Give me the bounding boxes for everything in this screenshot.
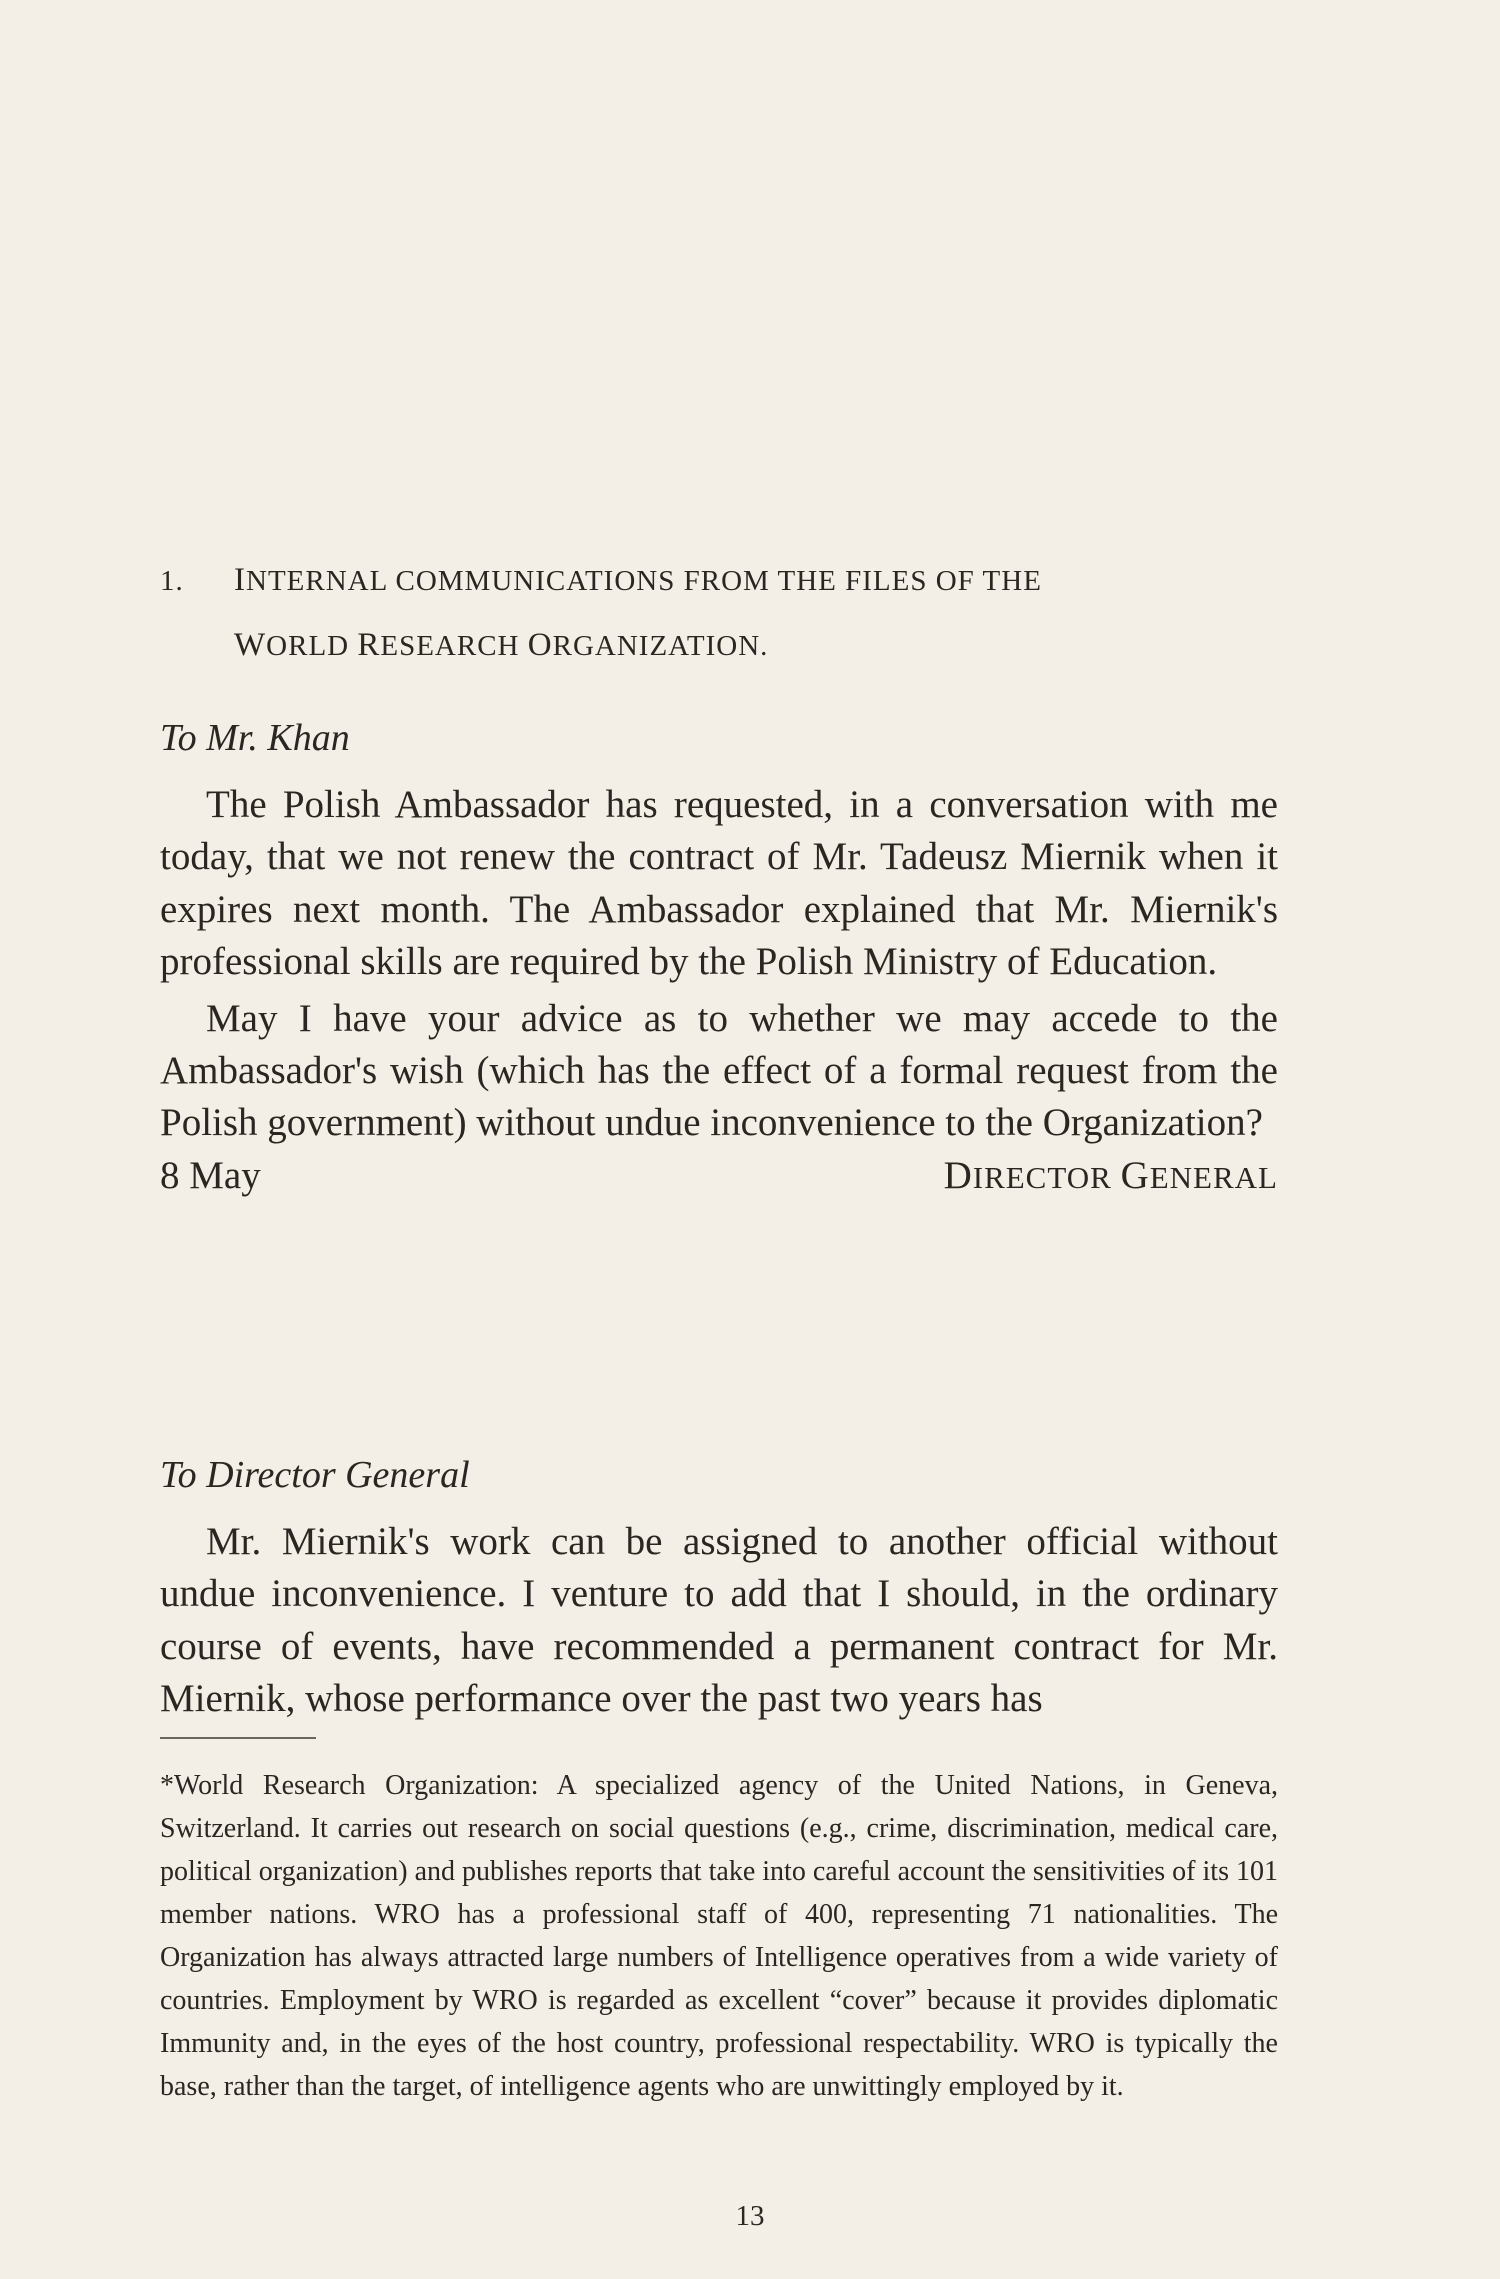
section-number: 1. — [160, 565, 184, 597]
memo-addressee: To Mr. Khan — [160, 717, 350, 759]
section-heading-line-2: WORLD RESEARCH ORGANIZATION. — [234, 627, 769, 663]
memo-paragraph: The Polish Ambassador has requested, in a conversation with me today, that we not renew the contract of Mr. Tadeusz Miernik when it expires next month. The Ambassador explained that Mr. Miernik's professional skills are required by the Polish Ministry of Education. — [160, 783, 1278, 984]
section-heading-line-1-words: INTERNAL COMMUNICATIONS FROM THE FILES OF THE — [234, 562, 1042, 598]
memo-date: 8 May — [160, 1153, 261, 1197]
footnote-divider — [160, 1737, 316, 1739]
section-heading-line-1 — [160, 548, 1260, 613]
memo-to-mr-khan — [160, 713, 1278, 1204]
memo-signoff — [160, 1150, 1278, 1204]
memo-signature: DIRECTOR GENERAL — [943, 1153, 1278, 1197]
memo-addressee: To Director General — [160, 1454, 470, 1496]
memo-to-director-general — [160, 1450, 1278, 1726]
section-heading — [160, 548, 1260, 678]
memo-paragraph: Mr. Miernik's work can be assigned to another official without undue inconvenience. I venture to add that I should, in the ordinary course of events, have recommended a permanent contract for Mr. Miernik, whose performance over the past two years has — [160, 1520, 1278, 1721]
page-number: 13 — [735, 2200, 765, 2232]
memo-paragraph: May I have your advice as to whether we may accede to the Ambassador's wish (which has the effect of a formal request from the Polish government) without undue inconvenience to the Organization? — [160, 996, 1278, 1145]
footnote: *World Research Organization: A specialized agency of the United Nations, in Geneva, Switzerland. It carries out research on social questions (e.g., crime, discrimination, medical care, political organization) and publishes reports that take into careful account the sensitivities of its 101 member nations. WRO has a professional staff of 400, representing 71 nationalities. The Organization has always attracted large numbers of Intelligence operatives from a wide variety of countries. Employment by WRO is regarded as excellent “cover” because it provides diplomatic Immunity and, in the eyes of the host country, professional respectability. WRO is typically the base, rather than the target, of intelligence agents who are unwittingly employed by it. — [160, 1770, 1278, 2102]
